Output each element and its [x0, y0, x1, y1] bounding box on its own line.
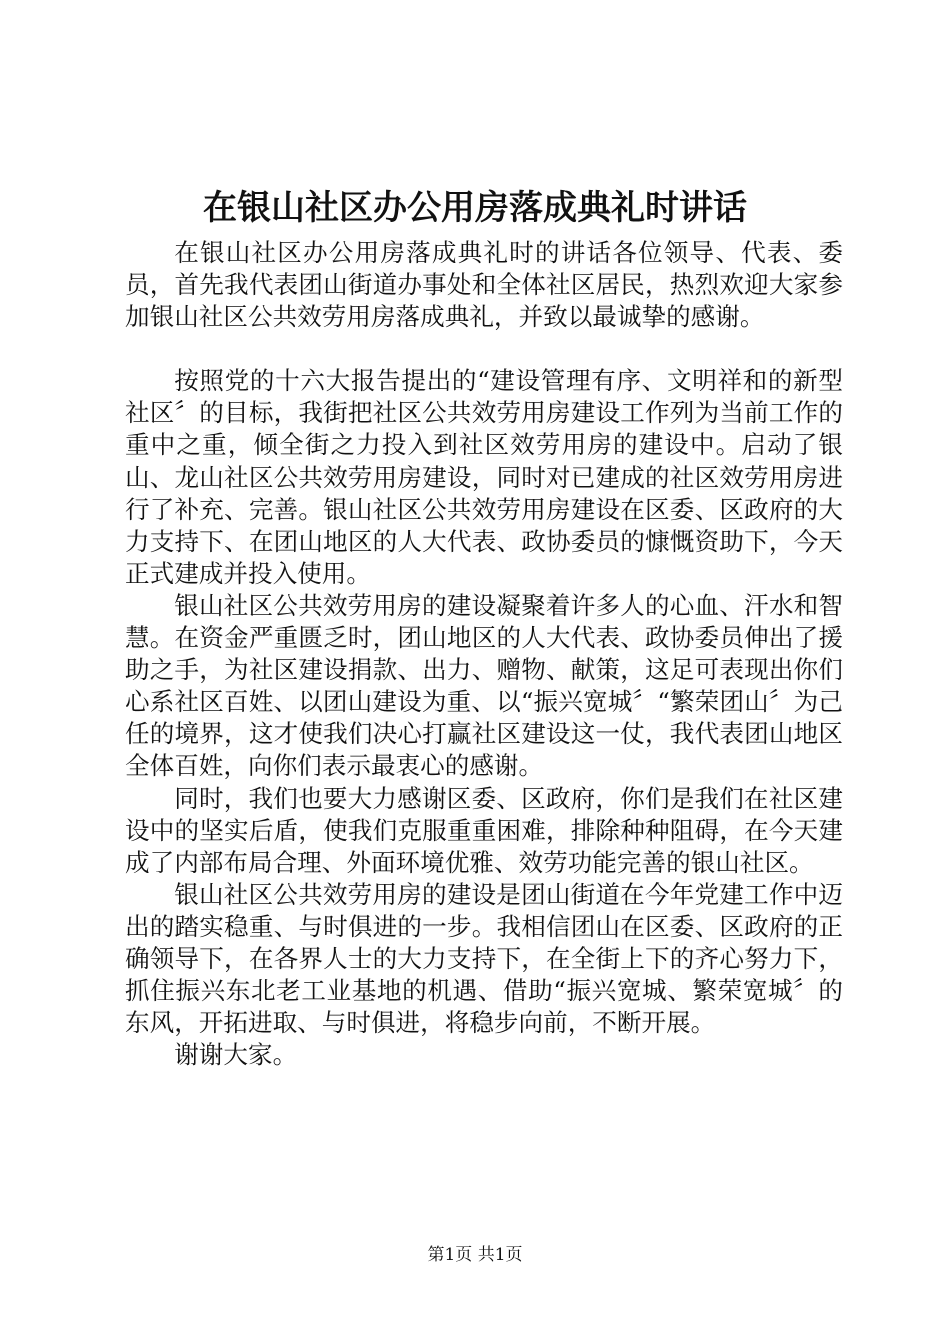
document-title: 在银山社区办公用房落成典礼时讲话 — [203, 188, 747, 228]
paragraph-gap — [125, 333, 843, 365]
document-body — [125, 237, 843, 1071]
paragraph-3: 银山社区公共效劳用房的建设凝聚着许多人的心血、汗水和智慧。在资金严重匮乏时，团山地区的人大代表、政协委员伸出了援助之手，为社区建设捐款、出力、赠物、献策，这足可表现出你们心系社区百姓、以团山建设为重、以“振兴宽城〞“繁荣团山〞为己任的境界，这才使我们决心打赢社区建设这一仗，我代表团山地区全体百姓，向你们表示最衷心的感谢。 — [125, 590, 843, 781]
page-number-footer: 第1页 共1页 — [427, 1245, 523, 1265]
paragraph-6: 谢谢大家。 — [174, 1040, 298, 1070]
paragraph-1: 在银山社区办公用房落成典礼时的讲话各位领导、代表、委员，首先我代表团山街道办事处和全体社区居民，热烈欢迎大家参加银山社区公共效劳用房落成典礼，并致以最诚挚的感谢。 — [125, 238, 843, 332]
paragraph-4: 同时，我们也要大力感谢区委、区政府，你们是我们在社区建设中的坚实后盾，使我们克服重重困难，排除种种阻碍，在今天建成了内部布局合理、外面环境优雅、效劳功能完善的银山社区。 — [125, 783, 843, 877]
paragraph-5: 银山社区公共效劳用房的建设是团山街道在今年党建工作中迈出的踏实稳重、与时俱进的一步。我相信团山在区委、区政府的正确领导下，在各界人士的大力支持下，在全街上下的齐心努力下，抓住振兴东北老工业基地的机遇、借助“振兴宽城、繁荣宽城〞的东风，开拓进取、与时俱进，将稳步向前，不断开展。 — [125, 879, 843, 1038]
paragraph-2: 按照党的十六大报告提出的“建设管理有序、文明祥和的新型社区〞的目标，我街把社区公共效劳用房建设工作列为当前工作的重中之重，倾全街之力投入到社区效劳用房的建设中。启动了银山、龙山社区公共效劳用房建设，同时对已建成的社区效劳用房进行了补充、完善。银山社区公共效劳用房建设在区委、区政府的大力支持下、在团山地区的人大代表、政协委员的慷慨资助下，今天正式建成并投入使用。 — [125, 366, 843, 588]
